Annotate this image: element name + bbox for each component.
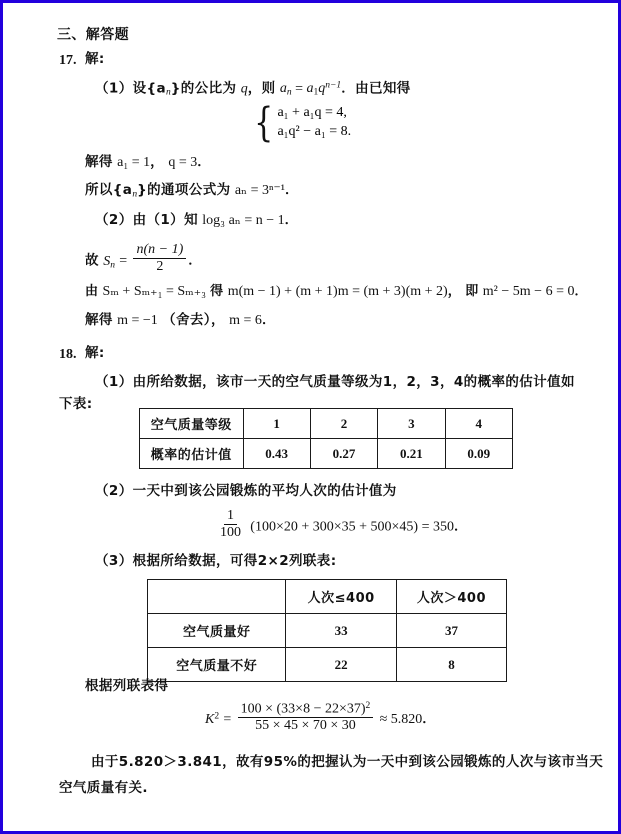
formula-an-general: $a_n$: [279, 81, 292, 98]
general-term-period: ．: [284, 182, 299, 198]
problem-18-number: 18.: [59, 347, 77, 362]
conclusion-line-2: 空气质量有关.: [59, 780, 148, 796]
table2-good-le400: 33: [286, 614, 396, 648]
k-squared-symbol: $K^2$: [205, 711, 220, 728]
problem-17-number: 17.: [59, 53, 77, 68]
average-expression: (100×20 + 300×35 + 500×45) = 350: [250, 519, 454, 535]
table1-level-1: 1: [243, 409, 310, 439]
average-frac-denominator: 100: [220, 524, 241, 540]
table2-row-label-bad: 空气质量不好: [148, 648, 286, 682]
an-subscript-n: n: [166, 87, 171, 98]
part2-text: 由（1）知: [132, 212, 198, 228]
problem-17-solved-line: [85, 155, 211, 171]
table2-good-gt400: 37: [396, 614, 506, 648]
equals-sign: =: [291, 81, 307, 97]
k-squared-denominator: 55 × 45 × 70 × 30: [255, 717, 356, 733]
problem-18-average-formula: [215, 507, 468, 542]
sn-denominator: 2: [156, 258, 164, 274]
problem-18-part2-line: [95, 484, 397, 500]
symbol-q: q: [240, 81, 248, 97]
k-squared-approx: ≈ 5.820: [379, 712, 423, 728]
sn-equals: =: [119, 253, 128, 269]
p18-part1-tag: （1）: [95, 374, 133, 390]
table2-col-header-gt400: 人次＞400: [396, 580, 506, 614]
sum-comma: ，: [447, 284, 462, 299]
sum-ji: 即: [465, 284, 479, 299]
problem-17-solve-label: 解:: [85, 51, 105, 67]
part1-text-d: ．由已知得: [341, 80, 411, 97]
problem-17-part1-line: [95, 81, 411, 99]
average-frac-numerator: 1: [224, 509, 237, 525]
general-term-mid: }的通项公式为: [137, 182, 231, 198]
sum-equation-left: Sₘ + Sₘ₊₁ = Sₘ₊₃: [102, 284, 206, 299]
table-row: [140, 439, 513, 469]
final-note: （舍去），: [162, 312, 225, 328]
table1-prob-3: 0.21: [378, 439, 445, 469]
problem-17-part2-line: [95, 213, 299, 229]
formula-a1-q-pow: $a_1q^{n-1}$: [306, 81, 342, 98]
solved-label: 解得: [85, 154, 113, 170]
page-content: [3, 3, 618, 831]
table1-prob-1: 0.43: [243, 439, 310, 469]
table1-level-3: 3: [378, 409, 445, 439]
part2-period: ．: [284, 212, 299, 228]
sn-prefix: 故: [85, 252, 99, 269]
k-squared-period: ．: [422, 711, 437, 728]
general-term-prefix: 所以{a: [85, 182, 133, 198]
table2-corner-cell: [148, 580, 286, 614]
problem-17-final-line: [85, 313, 276, 329]
equation-1: a₁ + a₁q = 4,: [277, 105, 347, 120]
conclusion-line-1: 由于5.820＞3.841，故有95%的把握认为一天中到该公园锻炼的人次与该市当天: [91, 754, 604, 770]
problem-18-part3-line: [95, 554, 337, 570]
k-squared-formula: [205, 700, 437, 735]
p18-part1-text: 由所给数据，该市一天的空气质量等级为1，2，3，4的概率的估计值如: [132, 374, 575, 390]
sn-symbol: $S_n$: [103, 253, 115, 271]
left-brace-glyph: {: [254, 99, 274, 146]
sn-fraction: [133, 243, 186, 274]
part2-tag: （2）: [95, 212, 133, 228]
part1-text-a: 设{a: [132, 80, 167, 97]
p18-part3-tag: （3）: [95, 553, 133, 569]
problem-18-solve-label: 解:: [85, 345, 105, 361]
sum-quadratic: m² − 5m − 6 = 0: [482, 284, 575, 299]
solved-period: ．: [197, 154, 212, 170]
p18-part2-tag: （2）: [95, 483, 133, 499]
table1-prob-4: 0.09: [445, 439, 512, 469]
section-heading: 三、解答题: [57, 27, 129, 43]
p18-part3-text: 根据所给数据，可得2×2列联表:: [132, 553, 337, 569]
final-prefix: 解得: [85, 312, 113, 328]
solved-a1: a₁ = 1: [117, 155, 151, 170]
an-subscript-n-2: n: [132, 189, 138, 200]
sum-period: ．: [574, 284, 588, 299]
part1-text-b: }的公比为: [170, 80, 237, 97]
table-row: [148, 648, 507, 682]
table1-level-4: 4: [445, 409, 512, 439]
problem-18-part1-line-2: 下表:: [59, 396, 93, 412]
solved-comma: ，: [150, 154, 165, 170]
p18-part2-text: 一天中到该公园锻炼的平均人次的估计值为: [132, 483, 397, 499]
sum-prefix: 由: [85, 284, 99, 299]
problem-17-general-term-line: [85, 183, 299, 201]
equation-system: [251, 99, 352, 146]
final-m1: m = −1: [117, 313, 158, 328]
k2-intro-line: 根据列联表得: [85, 678, 169, 694]
part1-tag: （1）: [95, 80, 133, 97]
final-period: ．: [261, 312, 276, 328]
k-squared-numerator: $100 \times (33\times 8 - 22\times 37)^2$: [238, 701, 374, 718]
average-period: ．: [454, 518, 468, 535]
table1-row-header-probability: 概率的估计值: [140, 439, 244, 469]
solved-q: q = 3: [168, 155, 198, 170]
table2-bad-le400: 22: [286, 648, 396, 682]
part2-formula: log₃ aₙ = n − 1: [202, 213, 285, 228]
table-row: [148, 580, 507, 614]
table2-col-header-le400: 人次≤400: [286, 580, 396, 614]
problem-17-sn-line: [85, 241, 203, 276]
sn-period: ．: [188, 252, 203, 269]
average-fraction: [217, 509, 244, 540]
part1-text-c: ，则: [247, 80, 276, 97]
table1-level-2: 2: [310, 409, 377, 439]
table2-row-label-good: 空气质量好: [148, 614, 286, 648]
table1-prob-2: 0.27: [310, 439, 377, 469]
sn-numerator: n(n − 1): [133, 243, 186, 259]
contingency-table: [147, 579, 507, 682]
problem-18-part1-line-1: [95, 375, 575, 391]
sum-de: 得: [210, 284, 224, 299]
k-squared-equals: =: [223, 712, 232, 728]
table-row: [148, 614, 507, 648]
problem-17-sum-line: [85, 284, 588, 300]
general-term-formula: aₙ = 3ⁿ⁻¹: [234, 183, 285, 198]
equation-2: a₁q² − a₁ = 8.: [277, 124, 352, 139]
table-row: [140, 409, 513, 439]
table2-bad-gt400: 8: [396, 648, 506, 682]
final-m2: m = 6: [229, 313, 262, 328]
equation-system-rows: [277, 105, 351, 140]
air-quality-probability-table: [139, 408, 513, 469]
sum-expansion: m(m − 1) + (m + 1)m = (m + 3)(m + 2): [227, 284, 448, 299]
k-squared-fraction: [238, 701, 374, 733]
table1-row-header-level: 空气质量等级: [140, 409, 244, 439]
